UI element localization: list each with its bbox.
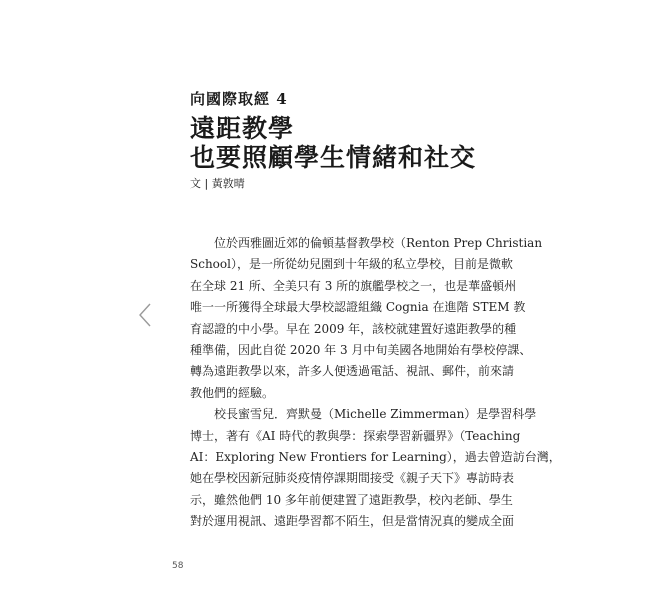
- body-line: School），是一所從幼兒園到十年級的私立學校，目前是微軟: [190, 257, 513, 272]
- body-line: 對於運用視訊、遠距學習都不陌生，但是當情況真的變成全面: [190, 514, 515, 529]
- article-title-line-1: 遠距教學: [190, 114, 295, 143]
- body-line: 唯一一所獲得全球最大學校認證組織 Cognia 在進階 STEM 教: [190, 300, 526, 315]
- body-line: 她在學校因新冠肺炎疫情停課期間接受《親子天下》專訪時表: [190, 471, 515, 486]
- body-line: 育認證的中小學。早在 2009 年，該校就建置好遠距教學的種: [190, 321, 517, 336]
- body-line: 轉為遠距教學以來，許多人便透過電話、視訊、郵件，前來請: [190, 364, 515, 379]
- article-body: [190, 233, 561, 532]
- article-title-line-2: 也要照顧學生情緒和社交: [190, 143, 477, 172]
- body-line: 示，雖然他們 10 多年前便建置了遠距教學，校內老師、學生: [190, 492, 513, 507]
- body-line: 在全球 21 所、全美只有 3 所的旗艦學校之一，也是華盛頓州: [190, 278, 517, 293]
- body-line: 教他們的經驗。: [190, 385, 275, 400]
- body-line: 校長蜜雪兒．齊默曼（Michelle Zimmerman）是學習科學: [190, 407, 537, 422]
- author-byline: 文 | 黃敦晴: [190, 177, 245, 190]
- body-line: 博士，著有《AI 時代的教與學：探索學習新疆界》（Teaching: [190, 428, 521, 443]
- chevron-left-icon: [136, 302, 154, 328]
- body-line: 位於西雅圖近郊的倫頓基督教學校（Renton Prep Christian: [190, 236, 543, 250]
- series-label: 向國際取經 4: [190, 90, 288, 108]
- body-line: AI：Exploring New Frontiers for Learning），過去曾造訪台灣，: [190, 449, 561, 464]
- body-line: 種準備，因此自從 2020 年 3 月中旬美國各地開始有學校停課、: [190, 342, 532, 357]
- previous-page-button[interactable]: [136, 302, 154, 328]
- page-number: 58: [172, 561, 184, 571]
